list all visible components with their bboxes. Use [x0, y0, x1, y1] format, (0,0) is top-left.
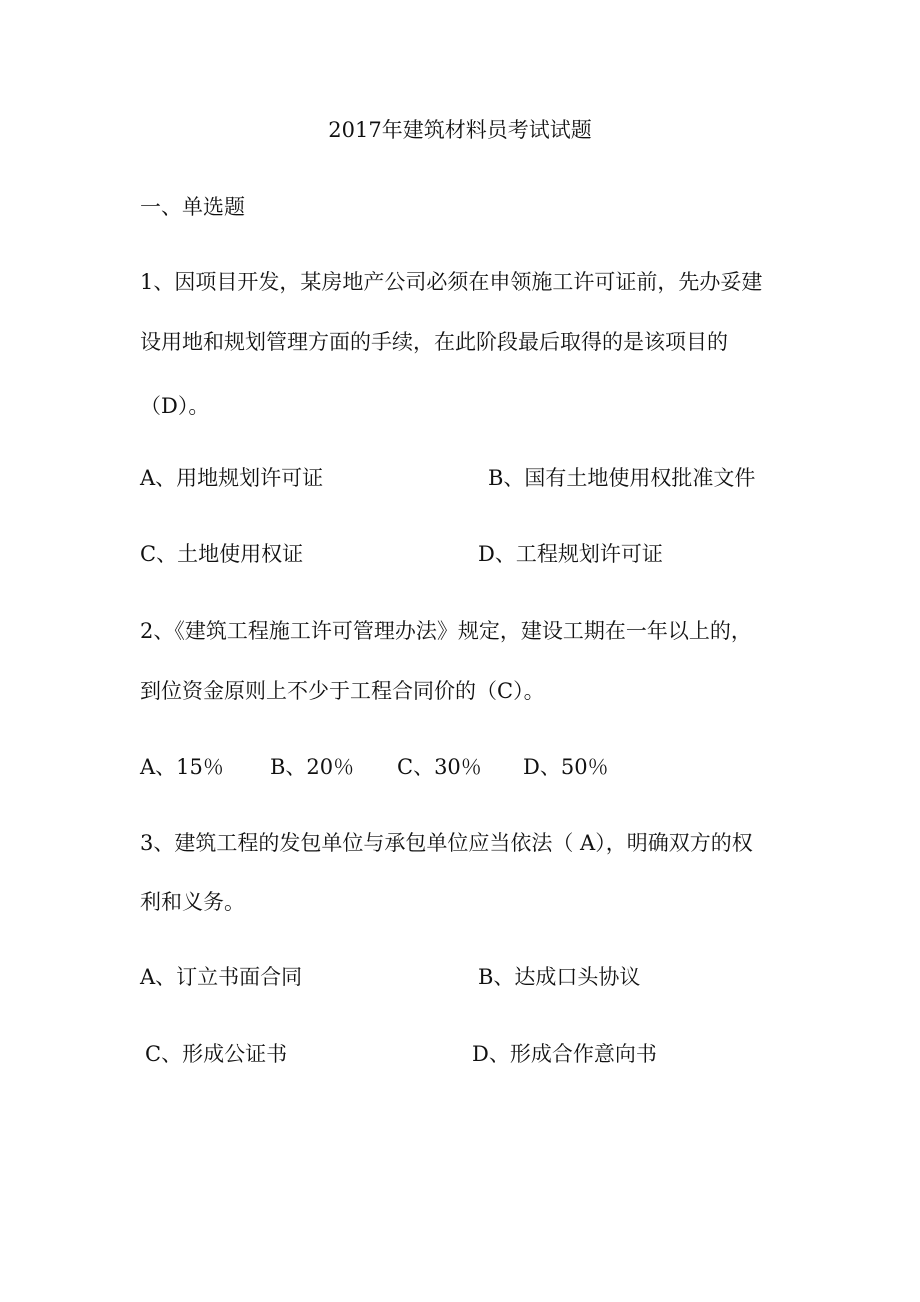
question-text-line: 1、因项目开发，某房地产公司必须在申领施工许可证前，先办妥建	[140, 270, 763, 294]
section-heading: 一、单选题	[140, 195, 245, 219]
option-a: A、15％	[140, 755, 224, 779]
option-c: C、30％	[397, 755, 482, 779]
question-text-line: （D）。	[140, 394, 210, 418]
option-a: A、订立书面合同	[140, 965, 303, 989]
question-text-line: 2、《建筑工程施工许可管理办法》规定，建设工期在一年以上的，	[140, 619, 752, 643]
option-b: B、达成口头协议	[478, 965, 641, 989]
question-text-line: 利和义务。	[140, 890, 245, 914]
option-d: D、形成合作意向书	[472, 1042, 657, 1066]
option-b: B、国有土地使用权批准文件	[488, 466, 756, 490]
question-text-line: 到位资金原则上不少于工程合同价的（C）。	[140, 679, 545, 703]
option-b: B、20％	[270, 755, 355, 779]
option-d: D、工程规划许可证	[478, 542, 663, 566]
option-c: C、土地使用权证	[140, 542, 304, 566]
option-d: D、50％	[523, 755, 609, 779]
question-text-line: 3、建筑工程的发包单位与承包单位应当依法（ A），明确双方的权	[140, 831, 753, 855]
document-title: 2017年建筑材料员考试试题	[328, 118, 592, 142]
question-text-line: 设用地和规划管理方面的手续，在此阶段最后取得的是该项目的	[140, 330, 728, 354]
option-c: C、形成公证书	[145, 1042, 288, 1066]
option-a: A、用地规划许可证	[140, 466, 324, 490]
